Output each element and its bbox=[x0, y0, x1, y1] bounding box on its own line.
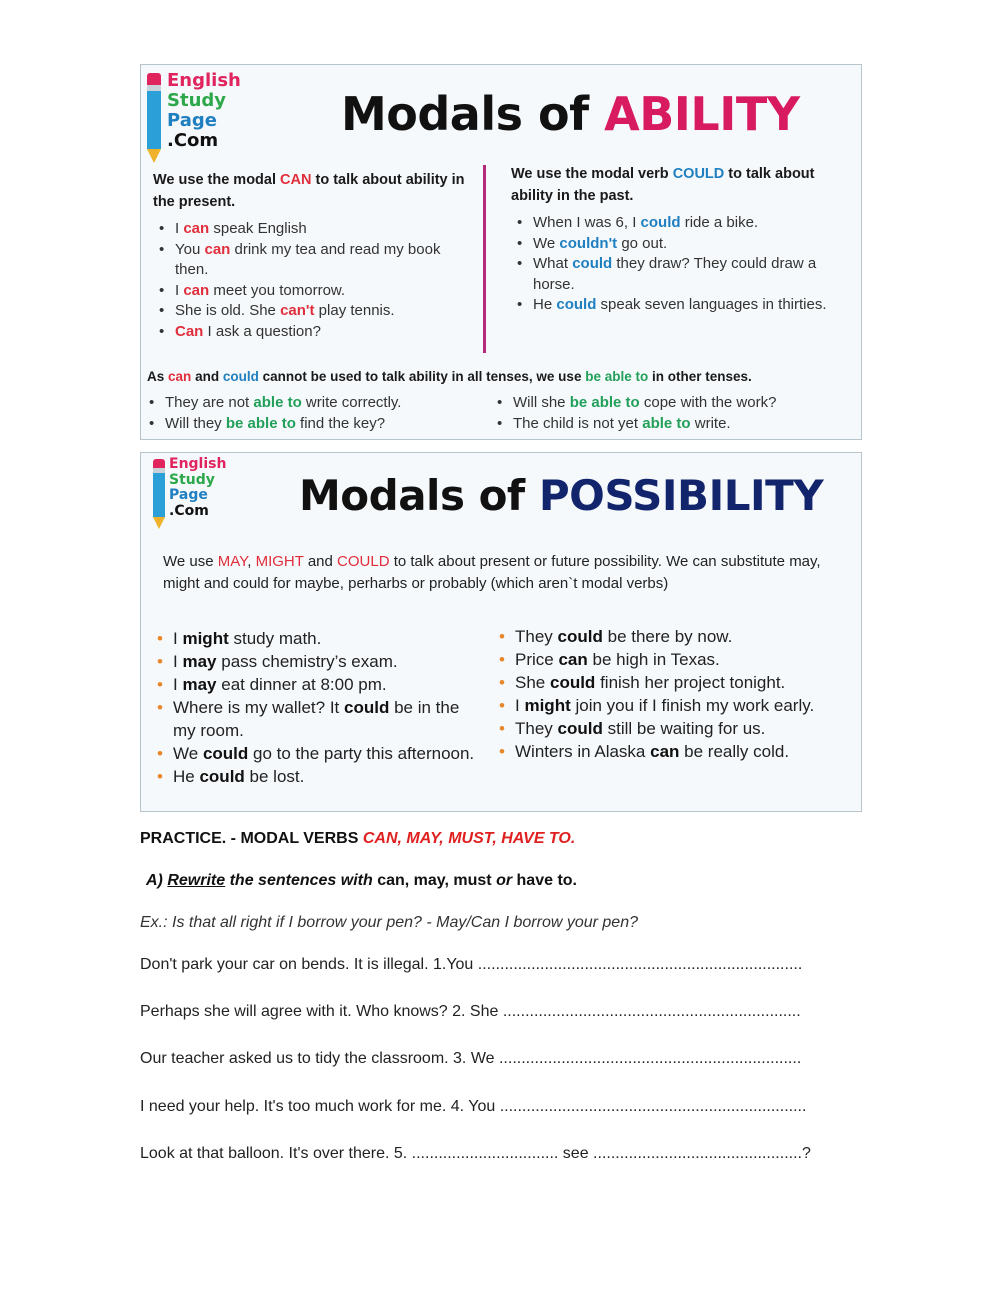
pencil-icon bbox=[147, 73, 161, 163]
practice-title: PRACTICE. - MODAL VERBS CAN, MAY, MUST, HAVE TO. bbox=[140, 830, 576, 847]
list-item: • I might join you if I finish my work early. bbox=[497, 694, 847, 717]
site-logo bbox=[167, 71, 241, 152]
example-sentence: Ex.: Is that all right if I borrow your pen? - May/Can I borrow your pen? bbox=[140, 914, 638, 931]
list-item: • Can I ask a question? bbox=[153, 322, 473, 343]
site-logo bbox=[169, 457, 226, 520]
list-item: • Winters in Alaska can be really cold. bbox=[497, 740, 847, 763]
possibility-title: Modals of POSSIBILITY bbox=[299, 471, 824, 520]
exercise-1: Don't park your car on bends. It is illegal. 1.You ......................................................................... bbox=[140, 956, 803, 973]
list-item: • I might study math. bbox=[155, 627, 475, 650]
list-item: • She could finish her project tonight. bbox=[497, 671, 847, 694]
possibility-card bbox=[140, 452, 862, 812]
could-column bbox=[511, 163, 851, 316]
pencil-icon bbox=[153, 459, 165, 529]
logo-study: Study bbox=[167, 90, 227, 112]
column-divider bbox=[483, 165, 486, 353]
possibility-intro: We use MAY, MIGHT and COULD to talk about present or future possibility. We can substitute may, might and could for maybe, perharbs or probably (which aren`t modal verbs) bbox=[163, 553, 821, 592]
logo-com: .Com bbox=[169, 503, 209, 520]
able-to-note: As can and could cannot be used to talk ability in all tenses, we use be able to in other tenses. bbox=[147, 369, 752, 384]
possibility-examples-left bbox=[155, 627, 475, 788]
logo-english: English bbox=[167, 70, 241, 91]
list-item: • Price can be high in Texas. bbox=[497, 648, 847, 671]
list-item: • I may pass chemistry’s exam. bbox=[155, 650, 475, 673]
logo-english: English bbox=[169, 456, 227, 472]
list-item: • He could be lost. bbox=[155, 765, 475, 788]
list-item: • We couldn't go out. bbox=[511, 234, 851, 255]
list-item: • You can drink my tea and read my book then. bbox=[153, 240, 473, 281]
exercise-4: I need your help. It's too much work for me. 4. You ..................................................................... bbox=[140, 1098, 807, 1115]
able-to-examples-left bbox=[143, 393, 483, 434]
list-item: • She is old. She can't play tennis. bbox=[153, 301, 473, 322]
could-examples bbox=[511, 213, 851, 316]
list-item: • He could speak seven languages in thirties. bbox=[511, 295, 851, 316]
list-item: • I can meet you tomorrow. bbox=[153, 281, 473, 302]
list-item: • The child is not yet able to write. bbox=[491, 414, 851, 435]
list-item: • When I was 6, I could ride a bike. bbox=[511, 213, 851, 234]
logo-com: .Com bbox=[167, 130, 219, 152]
list-item: • They are not able to write correctly. bbox=[143, 393, 483, 414]
exercise-5: Look at that balloon. It's over there. 5. ................................. see ...............................................? bbox=[140, 1145, 811, 1162]
list-item: • Where is my wallet? It could be in the my room. bbox=[155, 696, 475, 742]
can-examples bbox=[153, 219, 473, 342]
ability-title: Modals of ABILITY bbox=[341, 87, 800, 141]
list-item: • What could they draw? They could draw a horse. bbox=[511, 254, 851, 295]
logo-study: Study bbox=[169, 471, 215, 488]
list-item: • We could go to the party this afternoon. bbox=[155, 742, 475, 765]
can-intro: We use the modal CAN to talk about ability in the present. bbox=[153, 172, 465, 210]
can-column bbox=[153, 169, 473, 342]
exercise-3: Our teacher asked us to tidy the classroom. 3. We .................................................................... bbox=[140, 1050, 802, 1067]
list-item: • They could be there by now. bbox=[497, 625, 847, 648]
able-to-examples-right bbox=[491, 393, 851, 434]
section-a-instructions: A) Rewrite the sentences with can, may, must or have to. bbox=[146, 872, 577, 889]
exercise-2: Perhaps she will agree with it. Who knows? 2. She ................................................................... bbox=[140, 1003, 801, 1020]
could-intro: We use the modal verb COULD to talk about ability in the past. bbox=[511, 166, 815, 204]
logo-page: Page bbox=[169, 487, 208, 504]
list-item: • Will she be able to cope with the work? bbox=[491, 393, 851, 414]
possibility-examples-right bbox=[497, 625, 847, 763]
list-item: • They could still be waiting for us. bbox=[497, 717, 847, 740]
list-item: • Will they be able to find the key? bbox=[143, 414, 483, 435]
list-item: • I may eat dinner at 8:00 pm. bbox=[155, 673, 475, 696]
logo-page: Page bbox=[167, 110, 217, 132]
ability-card bbox=[140, 64, 862, 440]
list-item: • I can speak English bbox=[153, 219, 473, 240]
